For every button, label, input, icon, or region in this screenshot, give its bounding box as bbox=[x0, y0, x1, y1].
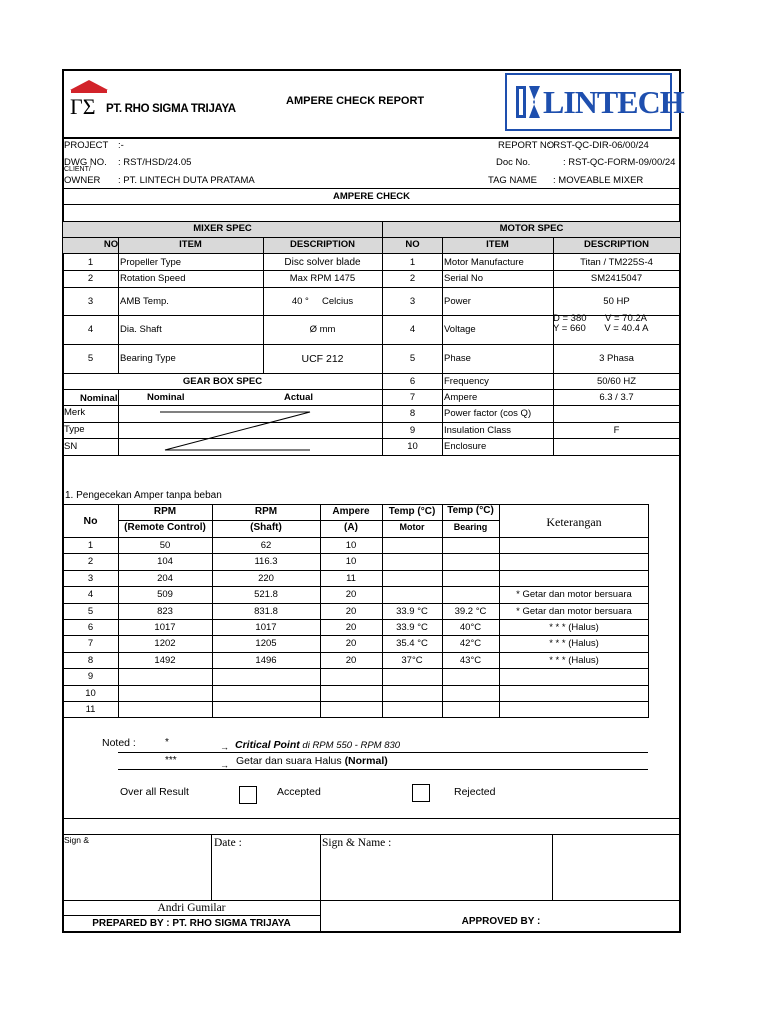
test-cell-no: 5 bbox=[87, 605, 94, 617]
test-header-rpm-rc: RPM bbox=[153, 506, 177, 517]
motor-row-no: 6 bbox=[409, 375, 416, 387]
overall-result-label: Over all Result bbox=[120, 786, 189, 798]
test-cell-t-motor: 37°C bbox=[401, 654, 423, 666]
date-label: Date : bbox=[214, 837, 242, 849]
motor-row-no: 5 bbox=[409, 353, 416, 364]
test-cell-no: 3 bbox=[87, 572, 94, 584]
motor-row-no: 9 bbox=[409, 424, 416, 436]
mixer-row-no: 3 bbox=[87, 295, 94, 307]
test-header-motor: Motor bbox=[399, 522, 425, 532]
mixer-header-desc: DESCRIPTION bbox=[290, 239, 355, 250]
client-label: CLIENT/ bbox=[64, 166, 91, 173]
motor-row-item: Enclosure bbox=[444, 441, 487, 452]
test-cell-rpm-shaft: 1017 bbox=[255, 621, 277, 633]
test-cell-amp: 10 bbox=[345, 539, 357, 551]
prepared-by: PREPARED BY : PT. RHO SIGMA TRIJAYA bbox=[92, 918, 291, 929]
test-cell-rpm-rc: 1017 bbox=[154, 621, 176, 633]
gear-header-actual: Actual bbox=[284, 392, 314, 403]
test-cell-amp: 20 bbox=[345, 605, 357, 617]
test-header-rpm-shaft: RPM bbox=[254, 506, 278, 517]
project-value: :- bbox=[118, 140, 124, 151]
test-cell-amp: 20 bbox=[345, 637, 357, 649]
test-cell-ket: * Getar dan motor bersuara bbox=[516, 605, 632, 617]
gear-row-merk: Merk bbox=[64, 407, 86, 418]
test-cell-ket bbox=[499, 668, 649, 684]
test-cell-rpm-rc: 1202 bbox=[154, 637, 176, 649]
test-cell-rpm-rc: 509 bbox=[157, 588, 173, 600]
test-cell-amp: 20 bbox=[345, 654, 357, 666]
test-cell-t-bearing bbox=[442, 537, 499, 553]
test-cell-no: 11 bbox=[85, 703, 96, 715]
note-1-arrow-icon: → bbox=[220, 742, 229, 752]
mixer-row-desc: 40 ° Celcius bbox=[291, 295, 354, 307]
motor-header-desc: DESCRIPTION bbox=[584, 239, 649, 250]
owner-label: OWNER bbox=[64, 175, 101, 186]
page-title: AMPERE CHECK REPORT bbox=[286, 95, 425, 107]
test-cell-rpm-rc bbox=[118, 685, 212, 701]
test-cell-no: 7 bbox=[87, 637, 94, 649]
motor-row-desc: SM2415047 bbox=[590, 273, 643, 284]
lintech-symbol-icon bbox=[513, 83, 543, 121]
sign-label: Sign & bbox=[64, 835, 90, 845]
motor-row-no: 2 bbox=[409, 273, 416, 284]
test-cell-rpm-shaft: 116.3 bbox=[254, 555, 278, 567]
test-cell-t-motor bbox=[382, 668, 442, 684]
test-cell-rpm-shaft bbox=[212, 685, 320, 701]
test-cell-amp: 11 bbox=[346, 572, 356, 584]
test-cell-t-motor bbox=[382, 701, 442, 717]
test-cell-t-bearing: 42°C bbox=[459, 637, 482, 649]
mixer-row-item: Propeller Type bbox=[120, 256, 182, 268]
test-header-keterangan: Keterangan bbox=[546, 515, 602, 529]
test-header-ampere-sub: (A) bbox=[344, 522, 358, 533]
rejected-label: Rejected bbox=[454, 786, 496, 798]
mixer-spec-title: MIXER SPEC bbox=[193, 223, 252, 234]
motor-row-item: Voltage bbox=[444, 324, 476, 335]
test-cell-t-bearing: 39.2 °C bbox=[454, 605, 487, 617]
test-cell-t-bearing: 40°C bbox=[459, 621, 482, 633]
lintech-logo-text: LINTECH bbox=[543, 84, 684, 120]
test-cell-amp bbox=[320, 701, 382, 717]
project-label: PROJECT bbox=[64, 140, 109, 151]
note-2-mark: *** bbox=[165, 755, 177, 766]
test-cell-rpm-shaft: 62 bbox=[260, 539, 272, 551]
lintech-logo bbox=[505, 73, 684, 131]
motor-row-no: 8 bbox=[409, 408, 416, 419]
gear-box-title: GEAR BOX SPEC bbox=[182, 376, 263, 387]
test-cell-no: 8 bbox=[87, 654, 94, 666]
test-cell-t-bearing bbox=[442, 685, 499, 701]
motor-row-desc: Titan / TM225S-4 bbox=[580, 256, 653, 268]
test-cell-rpm-shaft bbox=[212, 701, 320, 717]
company-logo-letters: ΓΣ bbox=[70, 94, 96, 119]
gear-header-nominal-2: Nominal bbox=[147, 392, 185, 403]
motor-row-item: Frequency bbox=[444, 375, 489, 387]
motor-row-desc bbox=[553, 438, 680, 455]
motor-header-item: ITEM bbox=[486, 239, 509, 250]
test-cell-amp: 10 bbox=[345, 555, 357, 567]
signer-name: Andri Gumilar bbox=[157, 902, 226, 914]
motor-row-item: Serial No bbox=[444, 273, 484, 284]
note-1-bold: Critical Point bbox=[235, 739, 300, 751]
tag-name-value: : MOVEABLE MIXER bbox=[553, 175, 644, 186]
test-cell-rpm-rc: 50 bbox=[159, 539, 171, 551]
test-cell-ket bbox=[499, 537, 649, 553]
test-cell-ket bbox=[499, 685, 649, 701]
motor-row-item: Ampere bbox=[444, 391, 478, 403]
motor-header-no: NO bbox=[405, 239, 420, 250]
owner-value: : PT. LINTECH DUTA PRATAMA bbox=[118, 175, 255, 186]
test-cell-rpm-rc: 204 bbox=[157, 572, 173, 584]
test-cell-ket bbox=[499, 701, 649, 717]
motor-row-desc: F bbox=[613, 424, 620, 436]
test-cell-t-motor: 35.4 °C bbox=[396, 637, 428, 649]
approved-by: APPROVED BY : bbox=[461, 916, 541, 927]
test-cell-rpm-shaft bbox=[212, 668, 320, 684]
notes-label: Noted : bbox=[102, 737, 136, 749]
tag-name-label: TAG NAME bbox=[488, 175, 537, 186]
mixer-row-no: 2 bbox=[87, 273, 94, 284]
motor-row-desc: 50 HP bbox=[603, 295, 630, 307]
test-cell-t-bearing bbox=[442, 553, 499, 569]
mixer-header-item: ITEM bbox=[179, 239, 202, 250]
section-title: AMPERE CHECK bbox=[332, 191, 411, 202]
test-header-temp-motor: Temp (°C) bbox=[388, 506, 436, 517]
test-cell-t-motor: 33.9 °C bbox=[396, 605, 428, 617]
mixer-row-no: 1 bbox=[87, 256, 94, 268]
motor-row-no: 3 bbox=[409, 295, 416, 307]
test-cell-rpm-rc: 823 bbox=[157, 605, 173, 617]
motor-row-no: 7 bbox=[409, 391, 416, 403]
motor-row-no: 1 bbox=[409, 256, 416, 268]
test-cell-rpm-shaft: 220 bbox=[258, 572, 274, 584]
test-cell-t-bearing: 43°C bbox=[459, 654, 482, 666]
motor-row-desc: 3 Phasa bbox=[599, 353, 634, 364]
test-cell-rpm-shaft: 521.8 bbox=[254, 588, 278, 600]
test-cell-no: 2 bbox=[87, 555, 94, 567]
motor-row-item: Motor Manufacture bbox=[444, 256, 524, 268]
doc-no-label: Doc No. bbox=[496, 157, 531, 168]
test-cell-amp: 20 bbox=[345, 588, 357, 600]
test-cell-ket: * * * (Halus) bbox=[549, 621, 599, 633]
report-no-label: REPORT NO bbox=[498, 140, 555, 151]
note-2-bold: (Normal) bbox=[344, 755, 388, 767]
rejected-checkbox[interactable] bbox=[412, 784, 430, 802]
test-cell-no: 1 bbox=[87, 539, 94, 551]
test-cell-t-motor: 33.9 °C bbox=[396, 621, 428, 633]
mixer-row-desc: Max RPM 1475 bbox=[289, 273, 356, 284]
motor-row-item: Power factor (cos Q) bbox=[444, 408, 532, 419]
test-cell-ket: * Getar dan motor bersuara bbox=[516, 588, 632, 600]
motor-row-item: Insulation Class bbox=[444, 424, 512, 436]
mixer-row-item: Bearing Type bbox=[120, 353, 176, 364]
gear-header-nominal-1: Nominal bbox=[80, 393, 118, 404]
dwg-label: DWG NO. bbox=[64, 157, 107, 168]
report-no-value: : RST-QC-DIR-06/00/24 bbox=[548, 140, 649, 151]
mixer-row-item: AMB Temp. bbox=[120, 295, 169, 307]
test-cell-ket bbox=[499, 570, 649, 586]
motor-row-item: Phase bbox=[444, 353, 471, 364]
mixer-row-no: 4 bbox=[87, 324, 94, 335]
test-cell-rpm-rc: 1492 bbox=[154, 654, 176, 666]
gear-box-strike-mark bbox=[150, 410, 315, 454]
test-cell-rpm-shaft: 1496 bbox=[255, 654, 277, 666]
test-cell-no: 4 bbox=[87, 588, 94, 600]
mixer-row-item: Rotation Speed bbox=[120, 273, 186, 284]
test-cell-t-bearing bbox=[442, 586, 499, 602]
test-cell-amp bbox=[320, 685, 382, 701]
test-cell-t-motor bbox=[382, 586, 442, 602]
test-header-rpm-shaft-sub: (Shaft) bbox=[250, 522, 282, 533]
test-cell-rpm-rc bbox=[118, 668, 212, 684]
test-cell-no: 6 bbox=[87, 621, 94, 633]
dwg-value: : RST/HSD/24.05 bbox=[118, 157, 192, 168]
motor-row-desc: 50/60 HZ bbox=[596, 375, 637, 387]
motor-row-no: 10 bbox=[407, 441, 418, 452]
mixer-row-desc: Disc solver blade bbox=[284, 256, 361, 268]
motor-spec-title: MOTOR SPEC bbox=[499, 223, 564, 234]
test-cell-no: 10 bbox=[85, 687, 96, 699]
mixer-row-item: Dia. Shaft bbox=[120, 324, 162, 335]
mixer-row-desc: UCF 212 bbox=[301, 352, 344, 365]
motor-voltage-line-1: D = 380 V = 70.2A bbox=[553, 313, 648, 324]
test-cell-rpm-rc bbox=[118, 701, 212, 717]
test-cell-no: 9 bbox=[87, 670, 94, 682]
test-cell-rpm-shaft: 1205 bbox=[255, 637, 277, 649]
test-header-bearing: Bearing bbox=[453, 522, 488, 532]
test-caption: 1. Pengecekan Amper tanpa beban bbox=[65, 490, 222, 501]
motor-row-item: Power bbox=[444, 295, 471, 307]
gear-row-sn: SN bbox=[64, 441, 78, 452]
gear-row-type: Type bbox=[64, 424, 85, 435]
motor-voltage-line-2: Y = 660 V = 40.4 A bbox=[553, 323, 649, 334]
doc-no-value: : RST-QC-FORM-09/00/24 bbox=[563, 157, 676, 168]
motor-row-desc bbox=[553, 405, 680, 422]
mixer-row-no: 5 bbox=[87, 353, 94, 364]
company-name: PT. RHO SIGMA TRIJAYA bbox=[106, 103, 236, 115]
accepted-label: Accepted bbox=[277, 786, 321, 798]
test-cell-t-motor bbox=[382, 553, 442, 569]
test-cell-ket bbox=[499, 553, 649, 569]
test-cell-rpm-rc: 104 bbox=[157, 555, 173, 567]
test-cell-t-motor bbox=[382, 570, 442, 586]
test-header-no: No bbox=[83, 515, 98, 527]
test-cell-amp bbox=[320, 668, 382, 684]
test-cell-ket: * * * (Halus) bbox=[549, 637, 599, 649]
test-cell-t-bearing bbox=[442, 701, 499, 717]
note-2-arrow-icon: → bbox=[220, 760, 229, 770]
accepted-checkbox[interactable] bbox=[239, 786, 257, 804]
note-1-rest: di RPM 550 - RPM 830 bbox=[299, 740, 401, 751]
mixer-header-no: NO bbox=[103, 239, 119, 250]
test-header-ampere: Ampere bbox=[332, 506, 370, 517]
test-header-rpm-rc-sub: (Remote Control) bbox=[124, 522, 206, 533]
test-header-temp-bearing: Temp (°C) bbox=[447, 505, 494, 516]
note-1-critical bbox=[235, 739, 400, 752]
motor-row-no: 4 bbox=[409, 324, 416, 335]
test-cell-rpm-shaft: 831.8 bbox=[254, 605, 278, 617]
motor-row-desc: 6.3 / 3.7 bbox=[599, 391, 634, 403]
test-cell-t-motor bbox=[382, 537, 442, 553]
test-cell-t-bearing bbox=[442, 668, 499, 684]
note-2-text bbox=[236, 755, 388, 767]
test-cell-t-motor bbox=[382, 685, 442, 701]
note-2-plain: Getar dan suara Halus bbox=[236, 755, 345, 767]
test-cell-amp: 20 bbox=[345, 621, 357, 633]
test-cell-t-bearing bbox=[442, 570, 499, 586]
test-cell-ket: * * * (Halus) bbox=[549, 654, 599, 666]
sign-name-label: Sign & Name : bbox=[322, 837, 392, 849]
mixer-row-desc: Ø mm bbox=[309, 324, 336, 335]
note-1-mark: * bbox=[165, 737, 169, 748]
